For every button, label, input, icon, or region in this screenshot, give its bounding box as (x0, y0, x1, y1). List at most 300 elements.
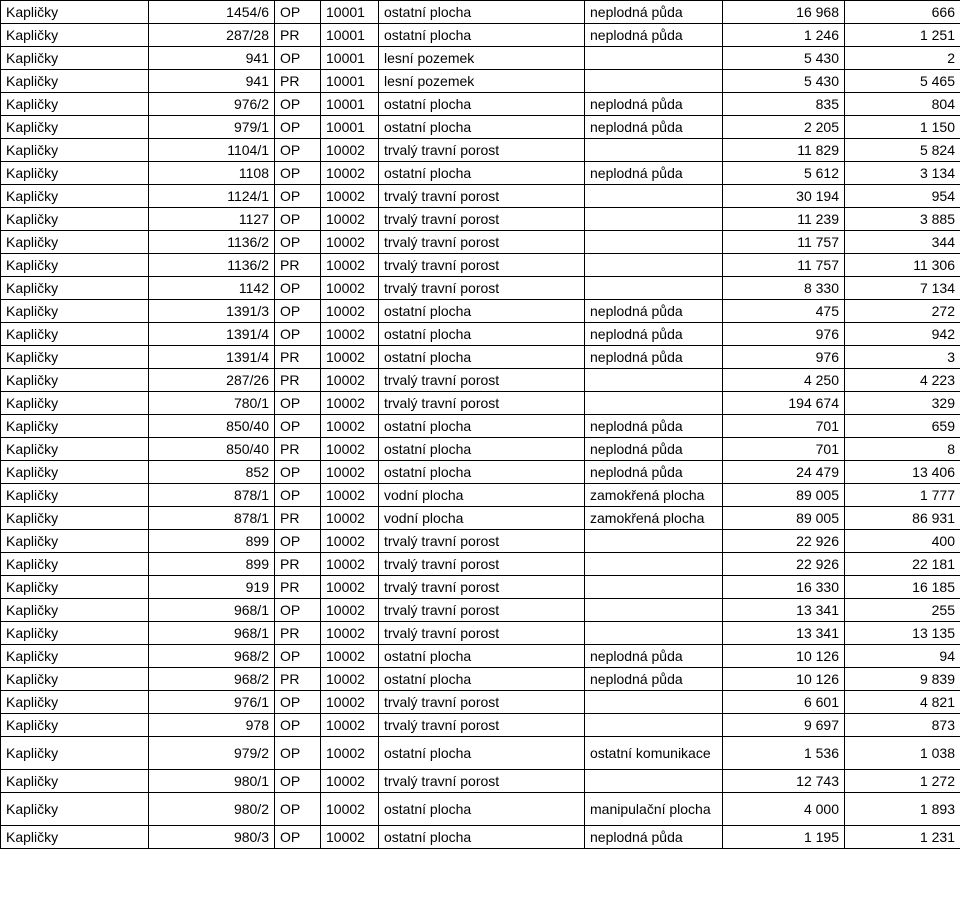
land-type-cell: trvalý travní porost (379, 369, 585, 392)
table-row (1, 770, 960, 793)
table-row (1, 208, 960, 231)
table-row (1, 277, 960, 300)
area-cell: 24 479 (723, 461, 845, 484)
table-row (1, 737, 960, 770)
parcel-type-cell: OP (275, 770, 321, 793)
land-use-cell: neplodná půda (585, 24, 723, 47)
parcel-number-cell: 968/1 (149, 599, 275, 622)
parcel-type-cell: OP (275, 461, 321, 484)
parcel-number-cell: 1142 (149, 277, 275, 300)
area-cell: 16 330 (723, 576, 845, 599)
parcel-number-cell: 1124/1 (149, 185, 275, 208)
cadastral-area-cell: Kapličky (1, 70, 149, 93)
code-cell: 10001 (321, 116, 379, 139)
area-cell: 30 194 (723, 185, 845, 208)
land-type-cell: vodní plocha (379, 484, 585, 507)
parcel-type-cell: PR (275, 438, 321, 461)
value-cell: 1 038 (845, 737, 960, 770)
cadastral-area-cell: Kapličky (1, 530, 149, 553)
land-type-cell: trvalý travní porost (379, 622, 585, 645)
area-cell: 11 757 (723, 231, 845, 254)
value-cell: 1 231 (845, 826, 960, 849)
land-use-cell (585, 277, 723, 300)
code-cell: 10002 (321, 162, 379, 185)
code-cell: 10002 (321, 369, 379, 392)
cadastral-area-cell: Kapličky (1, 793, 149, 826)
parcel-type-cell: PR (275, 24, 321, 47)
land-use-cell: neplodná půda (585, 645, 723, 668)
land-use-cell (585, 392, 723, 415)
parcel-type-cell: OP (275, 392, 321, 415)
area-cell: 11 829 (723, 139, 845, 162)
value-cell: 3 885 (845, 208, 960, 231)
parcel-type-cell: OP (275, 793, 321, 826)
table-row (1, 415, 960, 438)
area-cell: 976 (723, 323, 845, 346)
parcel-type-cell: OP (275, 300, 321, 323)
parcel-number-cell: 899 (149, 553, 275, 576)
cadastral-area-cell: Kapličky (1, 47, 149, 70)
cadastral-area-cell: Kapličky (1, 277, 149, 300)
land-use-cell: manipulační plocha (585, 793, 723, 826)
table-row (1, 254, 960, 277)
land-type-cell: ostatní plocha (379, 323, 585, 346)
table-row (1, 826, 960, 849)
land-type-cell: ostatní plocha (379, 162, 585, 185)
table-row (1, 300, 960, 323)
area-cell: 16 968 (723, 1, 845, 24)
parcel-type-cell: OP (275, 530, 321, 553)
land-type-cell: ostatní plocha (379, 1, 585, 24)
code-cell: 10002 (321, 323, 379, 346)
parcel-number-cell: 1391/3 (149, 300, 275, 323)
parcel-number-cell: 968/2 (149, 645, 275, 668)
parcel-type-cell: OP (275, 139, 321, 162)
code-cell: 10002 (321, 461, 379, 484)
land-use-cell: neplodná půda (585, 668, 723, 691)
parcel-type-cell: PR (275, 346, 321, 369)
value-cell: 942 (845, 323, 960, 346)
land-use-cell: neplodná půda (585, 93, 723, 116)
land-type-cell: ostatní plocha (379, 24, 585, 47)
land-type-cell: trvalý travní porost (379, 576, 585, 599)
cadastral-area-cell: Kapličky (1, 346, 149, 369)
code-cell: 10002 (321, 714, 379, 737)
parcel-number-cell: 976/2 (149, 93, 275, 116)
code-cell: 10002 (321, 254, 379, 277)
value-cell: 9 839 (845, 668, 960, 691)
code-cell: 10002 (321, 826, 379, 849)
parcel-type-cell: OP (275, 116, 321, 139)
cadastral-area-cell: Kapličky (1, 162, 149, 185)
value-cell: 5 465 (845, 70, 960, 93)
code-cell: 10002 (321, 415, 379, 438)
land-type-cell: trvalý travní porost (379, 530, 585, 553)
land-type-cell: trvalý travní porost (379, 599, 585, 622)
code-cell: 10002 (321, 530, 379, 553)
land-use-cell (585, 208, 723, 231)
code-cell: 10002 (321, 770, 379, 793)
land-use-cell (585, 576, 723, 599)
code-cell: 10001 (321, 24, 379, 47)
area-cell: 89 005 (723, 507, 845, 530)
area-cell: 89 005 (723, 484, 845, 507)
area-cell: 701 (723, 415, 845, 438)
parcel-number-cell: 899 (149, 530, 275, 553)
parcel-number-cell: 980/2 (149, 793, 275, 826)
area-cell: 6 601 (723, 691, 845, 714)
value-cell: 11 306 (845, 254, 960, 277)
table-row (1, 599, 960, 622)
land-type-cell: ostatní plocha (379, 826, 585, 849)
area-cell: 1 246 (723, 24, 845, 47)
value-cell: 5 824 (845, 139, 960, 162)
parcel-type-cell: PR (275, 254, 321, 277)
land-type-cell: trvalý travní porost (379, 691, 585, 714)
parcel-number-cell: 1127 (149, 208, 275, 231)
parcel-number-cell: 878/1 (149, 484, 275, 507)
land-type-cell: trvalý travní porost (379, 185, 585, 208)
land-use-cell: neplodná půda (585, 826, 723, 849)
land-use-cell (585, 47, 723, 70)
land-use-cell: zamokřená plocha (585, 507, 723, 530)
code-cell: 10002 (321, 438, 379, 461)
land-use-cell (585, 599, 723, 622)
parcel-type-cell: OP (275, 691, 321, 714)
parcel-number-cell: 980/1 (149, 770, 275, 793)
parcel-type-cell: OP (275, 277, 321, 300)
cadastral-area-cell: Kapličky (1, 438, 149, 461)
code-cell: 10002 (321, 576, 379, 599)
cadastral-area-cell: Kapličky (1, 369, 149, 392)
parcel-type-cell: OP (275, 185, 321, 208)
land-use-cell (585, 139, 723, 162)
area-cell: 701 (723, 438, 845, 461)
parcel-number-cell: 780/1 (149, 392, 275, 415)
area-cell: 4 250 (723, 369, 845, 392)
parcel-number-cell: 1108 (149, 162, 275, 185)
land-type-cell: trvalý travní porost (379, 770, 585, 793)
table-row (1, 70, 960, 93)
parcel-number-cell: 850/40 (149, 415, 275, 438)
cadastral-area-cell: Kapličky (1, 668, 149, 691)
value-cell: 804 (845, 93, 960, 116)
land-use-cell: neplodná půda (585, 461, 723, 484)
table-row (1, 93, 960, 116)
parcel-type-cell: OP (275, 93, 321, 116)
land-type-cell: ostatní plocha (379, 116, 585, 139)
cadastral-area-cell: Kapličky (1, 116, 149, 139)
value-cell: 7 134 (845, 277, 960, 300)
value-cell: 255 (845, 599, 960, 622)
land-use-cell: neplodná půda (585, 346, 723, 369)
area-cell: 194 674 (723, 392, 845, 415)
value-cell: 659 (845, 415, 960, 438)
area-cell: 2 205 (723, 116, 845, 139)
cadastral-area-cell: Kapličky (1, 323, 149, 346)
cadastral-area-cell: Kapličky (1, 461, 149, 484)
parcel-type-cell: PR (275, 369, 321, 392)
value-cell: 8 (845, 438, 960, 461)
land-use-cell: neplodná půda (585, 323, 723, 346)
table-row (1, 691, 960, 714)
area-cell: 22 926 (723, 553, 845, 576)
value-cell: 1 150 (845, 116, 960, 139)
parcel-type-cell: OP (275, 826, 321, 849)
land-use-cell: zamokřená plocha (585, 484, 723, 507)
value-cell: 666 (845, 1, 960, 24)
parcel-type-cell: OP (275, 1, 321, 24)
code-cell: 10002 (321, 645, 379, 668)
code-cell: 10002 (321, 231, 379, 254)
land-use-cell (585, 254, 723, 277)
table-row (1, 461, 960, 484)
land-type-cell: trvalý travní porost (379, 208, 585, 231)
value-cell: 1 893 (845, 793, 960, 826)
table-row (1, 645, 960, 668)
land-type-cell: ostatní plocha (379, 415, 585, 438)
area-cell: 9 697 (723, 714, 845, 737)
value-cell: 1 777 (845, 484, 960, 507)
parcel-type-cell: PR (275, 553, 321, 576)
parcel-number-cell: 979/1 (149, 116, 275, 139)
area-cell: 11 239 (723, 208, 845, 231)
land-use-cell: neplodná půda (585, 162, 723, 185)
land-type-cell: ostatní plocha (379, 793, 585, 826)
table-row (1, 185, 960, 208)
code-cell: 10002 (321, 599, 379, 622)
table-body (1, 1, 960, 849)
table-row (1, 392, 960, 415)
table-row (1, 24, 960, 47)
code-cell: 10002 (321, 300, 379, 323)
code-cell: 10001 (321, 70, 379, 93)
land-use-cell (585, 553, 723, 576)
cadastral-area-cell: Kapličky (1, 300, 149, 323)
value-cell: 1 251 (845, 24, 960, 47)
code-cell: 10002 (321, 185, 379, 208)
land-type-cell: trvalý travní porost (379, 254, 585, 277)
value-cell: 344 (845, 231, 960, 254)
land-use-cell (585, 185, 723, 208)
table-row (1, 438, 960, 461)
parcel-type-cell: PR (275, 622, 321, 645)
table-row (1, 47, 960, 70)
cadastral-area-cell: Kapličky (1, 770, 149, 793)
land-type-cell: lesní pozemek (379, 70, 585, 93)
code-cell: 10002 (321, 793, 379, 826)
value-cell: 86 931 (845, 507, 960, 530)
cadastral-area-cell: Kapličky (1, 24, 149, 47)
parcel-number-cell: 1391/4 (149, 323, 275, 346)
value-cell: 13 406 (845, 461, 960, 484)
table-row (1, 714, 960, 737)
cadastral-area-cell: Kapličky (1, 599, 149, 622)
area-cell: 976 (723, 346, 845, 369)
code-cell: 10002 (321, 668, 379, 691)
parcel-type-cell: PR (275, 576, 321, 599)
land-type-cell: ostatní plocha (379, 645, 585, 668)
code-cell: 10001 (321, 93, 379, 116)
value-cell: 873 (845, 714, 960, 737)
parcel-type-cell: OP (275, 208, 321, 231)
cadastral-area-cell: Kapličky (1, 415, 149, 438)
area-cell: 22 926 (723, 530, 845, 553)
land-type-cell: trvalý travní porost (379, 231, 585, 254)
parcel-number-cell: 919 (149, 576, 275, 599)
cadastral-area-cell: Kapličky (1, 139, 149, 162)
parcel-number-cell: 1136/2 (149, 254, 275, 277)
value-cell: 400 (845, 530, 960, 553)
land-type-cell: trvalý travní porost (379, 553, 585, 576)
code-cell: 10002 (321, 208, 379, 231)
area-cell: 5 430 (723, 70, 845, 93)
area-cell: 1 536 (723, 737, 845, 770)
value-cell: 2 (845, 47, 960, 70)
value-cell: 329 (845, 392, 960, 415)
code-cell: 10002 (321, 346, 379, 369)
area-cell: 8 330 (723, 277, 845, 300)
table-row (1, 346, 960, 369)
land-type-cell: ostatní plocha (379, 737, 585, 770)
land-type-cell: ostatní plocha (379, 438, 585, 461)
parcel-type-cell: OP (275, 484, 321, 507)
land-use-cell (585, 369, 723, 392)
code-cell: 10002 (321, 553, 379, 576)
parcel-number-cell: 978 (149, 714, 275, 737)
land-use-cell: neplodná půda (585, 1, 723, 24)
value-cell: 272 (845, 300, 960, 323)
area-cell: 10 126 (723, 645, 845, 668)
cadastral-area-cell: Kapličky (1, 714, 149, 737)
parcel-number-cell: 850/40 (149, 438, 275, 461)
land-type-cell: lesní pozemek (379, 47, 585, 70)
parcel-number-cell: 976/1 (149, 691, 275, 714)
parcel-number-cell: 968/1 (149, 622, 275, 645)
cadastral-area-cell: Kapličky (1, 737, 149, 770)
cadastral-area-cell: Kapličky (1, 826, 149, 849)
cadastral-area-cell: Kapličky (1, 645, 149, 668)
cadastral-area-cell: Kapličky (1, 93, 149, 116)
land-use-cell: neplodná půda (585, 116, 723, 139)
area-cell: 13 341 (723, 599, 845, 622)
value-cell: 3 (845, 346, 960, 369)
parcel-number-cell: 1454/6 (149, 1, 275, 24)
code-cell: 10002 (321, 622, 379, 645)
land-type-cell: trvalý travní porost (379, 392, 585, 415)
table-row (1, 162, 960, 185)
table-row (1, 668, 960, 691)
area-cell: 475 (723, 300, 845, 323)
land-type-cell: ostatní plocha (379, 668, 585, 691)
table-row (1, 1, 960, 24)
table-row (1, 793, 960, 826)
land-type-cell: trvalý travní porost (379, 139, 585, 162)
table-row (1, 116, 960, 139)
parcel-type-cell: PR (275, 507, 321, 530)
value-cell: 16 185 (845, 576, 960, 599)
code-cell: 10002 (321, 507, 379, 530)
area-cell: 12 743 (723, 770, 845, 793)
land-type-cell: ostatní plocha (379, 300, 585, 323)
land-type-cell: trvalý travní porost (379, 714, 585, 737)
code-cell: 10002 (321, 484, 379, 507)
table-row (1, 139, 960, 162)
area-cell: 5 612 (723, 162, 845, 185)
land-type-cell: vodní plocha (379, 507, 585, 530)
area-cell: 13 341 (723, 622, 845, 645)
parcel-number-cell: 941 (149, 70, 275, 93)
parcel-number-cell: 1391/4 (149, 346, 275, 369)
code-cell: 10002 (321, 277, 379, 300)
parcel-number-cell: 1104/1 (149, 139, 275, 162)
parcel-type-cell: OP (275, 714, 321, 737)
parcel-type-cell: OP (275, 231, 321, 254)
parcel-type-cell: OP (275, 737, 321, 770)
value-cell: 94 (845, 645, 960, 668)
parcel-number-cell: 941 (149, 47, 275, 70)
parcel-type-cell: OP (275, 599, 321, 622)
land-use-cell (585, 770, 723, 793)
cadastral-area-cell: Kapličky (1, 507, 149, 530)
cadastral-area-cell: Kapličky (1, 254, 149, 277)
land-use-cell (585, 70, 723, 93)
land-use-cell: ostatní komunikace (585, 737, 723, 770)
code-cell: 10001 (321, 1, 379, 24)
code-cell: 10002 (321, 691, 379, 714)
table-row (1, 231, 960, 254)
value-cell: 4 821 (845, 691, 960, 714)
land-use-cell (585, 530, 723, 553)
parcel-number-cell: 852 (149, 461, 275, 484)
land-use-cell: neplodná půda (585, 300, 723, 323)
code-cell: 10001 (321, 47, 379, 70)
parcel-number-cell: 287/28 (149, 24, 275, 47)
parcel-type-cell: OP (275, 415, 321, 438)
value-cell: 1 272 (845, 770, 960, 793)
cadastral-area-cell: Kapličky (1, 185, 149, 208)
table-row (1, 530, 960, 553)
land-use-cell (585, 622, 723, 645)
cadastral-area-cell: Kapličky (1, 1, 149, 24)
value-cell: 954 (845, 185, 960, 208)
parcel-type-cell: OP (275, 323, 321, 346)
area-cell: 10 126 (723, 668, 845, 691)
table-row (1, 576, 960, 599)
parcel-type-cell: PR (275, 668, 321, 691)
parcel-number-cell: 968/2 (149, 668, 275, 691)
cadastral-area-cell: Kapličky (1, 484, 149, 507)
area-cell: 5 430 (723, 47, 845, 70)
table-row (1, 622, 960, 645)
cadastral-area-cell: Kapličky (1, 208, 149, 231)
land-use-cell (585, 714, 723, 737)
land-use-cell: neplodná půda (585, 415, 723, 438)
table-row (1, 369, 960, 392)
parcel-number-cell: 1136/2 (149, 231, 275, 254)
table-row (1, 507, 960, 530)
parcel-type-cell: PR (275, 70, 321, 93)
code-cell: 10002 (321, 139, 379, 162)
code-cell: 10002 (321, 737, 379, 770)
land-type-cell: ostatní plocha (379, 461, 585, 484)
area-cell: 835 (723, 93, 845, 116)
parcel-type-cell: OP (275, 645, 321, 668)
table-row (1, 484, 960, 507)
value-cell: 13 135 (845, 622, 960, 645)
parcel-number-cell: 878/1 (149, 507, 275, 530)
parcel-type-cell: OP (275, 162, 321, 185)
